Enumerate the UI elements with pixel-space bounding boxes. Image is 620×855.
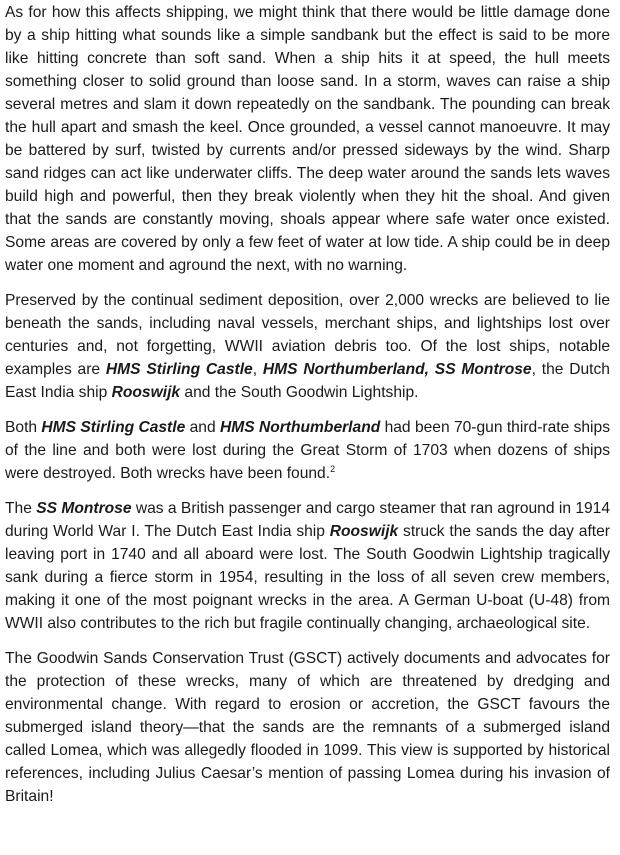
paragraph-conservation-trust (5, 647, 610, 808)
document-page (5, 0, 610, 820)
ship-name-emphasis: SS Montrose (36, 500, 132, 517)
paragraph-text: struck the sands the day after leaving port in 1740 and all aboard were lost. The South Goodwin Lightship tragically sank during a fierce storm in 1954, resulting in the loss of all seven crew members, making it one of the most poignant wrecks in the area. A German U-boat (U-48) from WWII also contributes to the rich but fragile continually changing, archaeological site. (5, 523, 610, 632)
paragraph-shipping-hazards (5, 1, 610, 277)
ship-name-emphasis: HMS Northumberland (219, 419, 381, 436)
paragraph-text: and the South Goodwin Lightship. (180, 384, 419, 401)
paragraph-great-storm (5, 416, 610, 485)
paragraph-text: , (252, 361, 263, 378)
paragraph-text: As for how this affects shipping, we might think that there would be little damage done by a ship hitting what sounds like a simple sandbank but the effect is said to be more like hitting concrete than soft sand. When a ship hits it at speed, the hull meets something closer to solid ground than loose sand. In a storm, waves can raise a ship several metres and slam it down repeatedly on the sandbank. The pounding can break the hull apart and smash the keel. Once grounded, a vessel cannot manoeuvre. It may be battered by surf, twisted by currents and/or pressed sideways by the wind. Sharp sand ridges can act like underwater cliffs. The deep water around the sands lets waves build high and powerful, then they break violently when they hit the shoal. And given that the sands are constantly moving, shoals appear where safe water once existed. Some areas are covered by only a few feet of water at low tide. A ship could be in deep water one moment and aground the next, with no warning. (5, 4, 610, 274)
paragraph-text: had been 70-gun third-rate ships of the line and both were lost during the Great Storm of 1703 when dozens of ships were destroyed. Both wrecks have been found. (5, 419, 610, 482)
ship-name-emphasis: HMS Stirling Castle (41, 419, 186, 436)
ship-name-emphasis: Rooswijk (111, 384, 181, 401)
paragraph-text: The Goodwin Sands Conservation Trust (GSCT) actively documents and advocates for the protection of these wrecks, many of which are threatened by dredging and environmental change. With regard to erosion or accretion, the GSCT favours the submerged island theory—that the sands are the remnants of a submerged island called Lomea, which was allegedly flooded in 1099. This view is supported by historical references, including Julius Caesar’s mention of passing Lomea during his invasion of Britain! (5, 650, 610, 805)
paragraph-text: , the Dutch East India ship (5, 361, 610, 401)
ship-name-emphasis: HMS Northumberland, SS Montrose (262, 361, 532, 378)
paragraph-text: Preserved by the continual sediment deposition, over 2,000 wrecks are believed to lie beneath the sands, including naval vessels, merchant ships, and lightships lost over centuries and, not forgetting, WWII aviation debris too. Of the lost ships, notable examples are (5, 292, 610, 378)
ship-name-emphasis: Rooswijk (329, 523, 399, 540)
ship-name-emphasis: HMS Stirling Castle (105, 361, 253, 378)
paragraph-wrecks-overview (5, 289, 610, 404)
paragraph-text: was a British passenger and cargo steamer that ran aground in 1914 during World War I. The Dutch East India ship (5, 500, 611, 540)
footnote-reference: 2 (330, 463, 336, 474)
paragraph-notable-wrecks (5, 497, 610, 635)
paragraph-text: and (185, 419, 220, 436)
paragraph-text: Both (5, 419, 42, 436)
paragraph-text: The (5, 500, 37, 517)
